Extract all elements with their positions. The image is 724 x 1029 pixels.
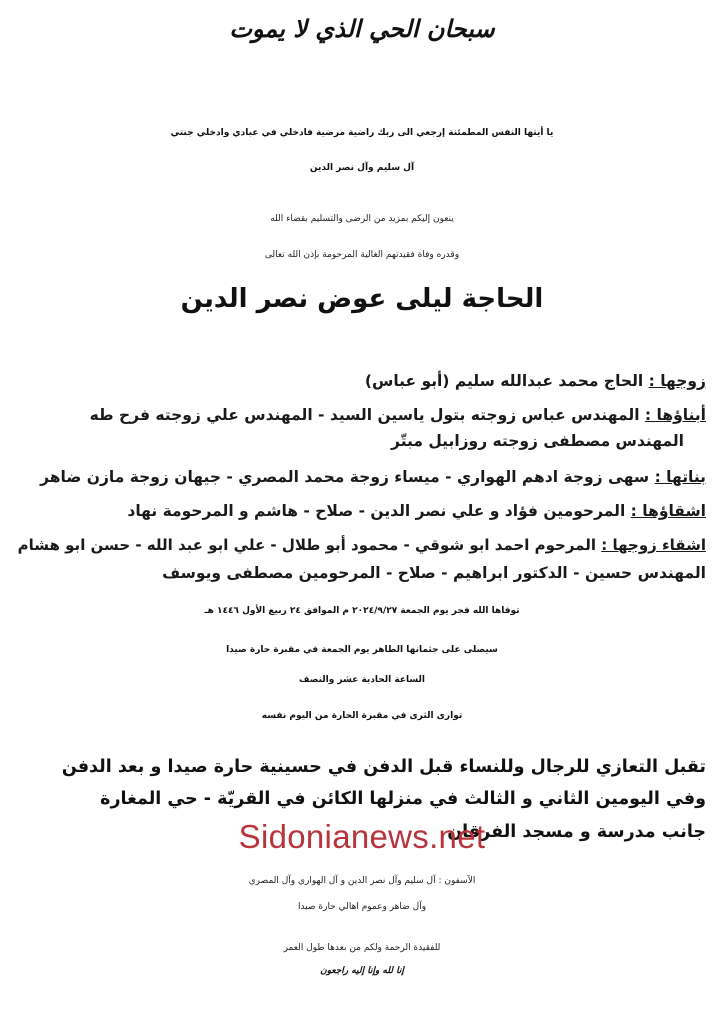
family-names: آل سليم وآل نصر الدين xyxy=(309,163,415,173)
announcement-line-2: وقدره وفاة فقيدتهم الغالية المرحومة بإذن الله تعالى xyxy=(264,250,460,260)
inlaws-line-2: المهندس حسين - الدكتور ابراهيم - صلاح - المرحومين مصطفى ويوسف xyxy=(162,564,706,582)
prayer-time: الساعة الحادية عشر والنصف xyxy=(298,675,426,685)
daughters-value: سهى زوجة ادهم الهواري - ميساء زوجة محمد المصري - جيهان زوجة مازن ضاهر xyxy=(40,468,650,486)
husband-value: الحاج محمد عبدالله سليم (أبو عباس) xyxy=(364,372,644,390)
inlaws-label: اشقاء زوجها : xyxy=(601,536,706,554)
daughters-row xyxy=(40,468,706,486)
burial-info: توارى الثرى في مقبرة الحارة من اليوم نفسه xyxy=(261,711,463,721)
condolence-line-3: جانب مدرسة و مسجد الفرقان xyxy=(447,822,706,842)
quran-verse: يا أيتها النفس المطمئنة إرجعي الى ربك راضية مرضية فادخلي في عبادي وادخلي جنتي xyxy=(170,128,554,138)
condolence-line-2: وفي اليومين الثاني و الثالث في منزلها الكائن في القريّة - حي المغارة xyxy=(100,789,706,809)
announcement-line-1: ينعون إليكم بمزيد من الرضى والتسليم بقضاء الله xyxy=(270,214,454,224)
mourners-line-2: وآل ضاهر وعموم اهالي حارة صيدا xyxy=(297,902,427,912)
sons-label: أبناؤها : xyxy=(644,406,706,424)
husband-label: زوجها : xyxy=(648,372,706,390)
deceased-name: الحاجة ليلى عوض نصر الدين xyxy=(180,284,544,314)
sons-row xyxy=(90,406,706,424)
prayer-info: سيصلى على جثمانها الطاهر يوم الجمعة في مقبرة حارة صيدا xyxy=(226,645,498,655)
calligraphy-footer: إنا لله وإنا إليه راجعون xyxy=(320,966,404,976)
siblings-value: المرحومين فؤاد و علي نصر الدين - صلاح - هاشم و المرحومة نهاد xyxy=(127,502,626,520)
daughters-label: بناتها : xyxy=(654,468,706,486)
site-watermark: Sidonianews.net xyxy=(238,818,486,855)
dua-text: للفقيدة الرحمة ولكم من بعدها طول العمر xyxy=(283,943,441,953)
inlaws-row xyxy=(18,536,706,554)
condolence-line-1: تقبل التعازي للرجال وللنساء قبل الدفن في حسينية حارة صيدا و بعد الدفن xyxy=(61,757,706,777)
calligraphy-header: سبحان الحي الذي لا يموت xyxy=(229,14,495,43)
sons-line-2: المهندس مصطفى زوجته روزابيل مبتّر xyxy=(391,432,684,450)
siblings-label: اشقاؤها : xyxy=(630,502,706,520)
husband-row xyxy=(365,372,706,390)
sons-line-1: المهندس عباس زوجته بتول ياسين السيد - المهندس علي زوجته فرح طه xyxy=(89,406,640,424)
siblings-row xyxy=(127,502,706,520)
inlaws-line-1: المرحوم احمد ابو شوقي - محمود أبو طلال - علي ابو عبد الله - حسن ابو هشام xyxy=(17,536,597,554)
death-date: توفاها الله فجر يوم الجمعة ٢٠٢٤/٩/٢٧ م الموافق ٢٤ ربيع الأول ١٤٤٦ هـ xyxy=(204,606,520,616)
mourners-line-1: الآسفون : آل سليم وآل نصر الدين و آل الهواري وآل المصري xyxy=(248,876,476,886)
